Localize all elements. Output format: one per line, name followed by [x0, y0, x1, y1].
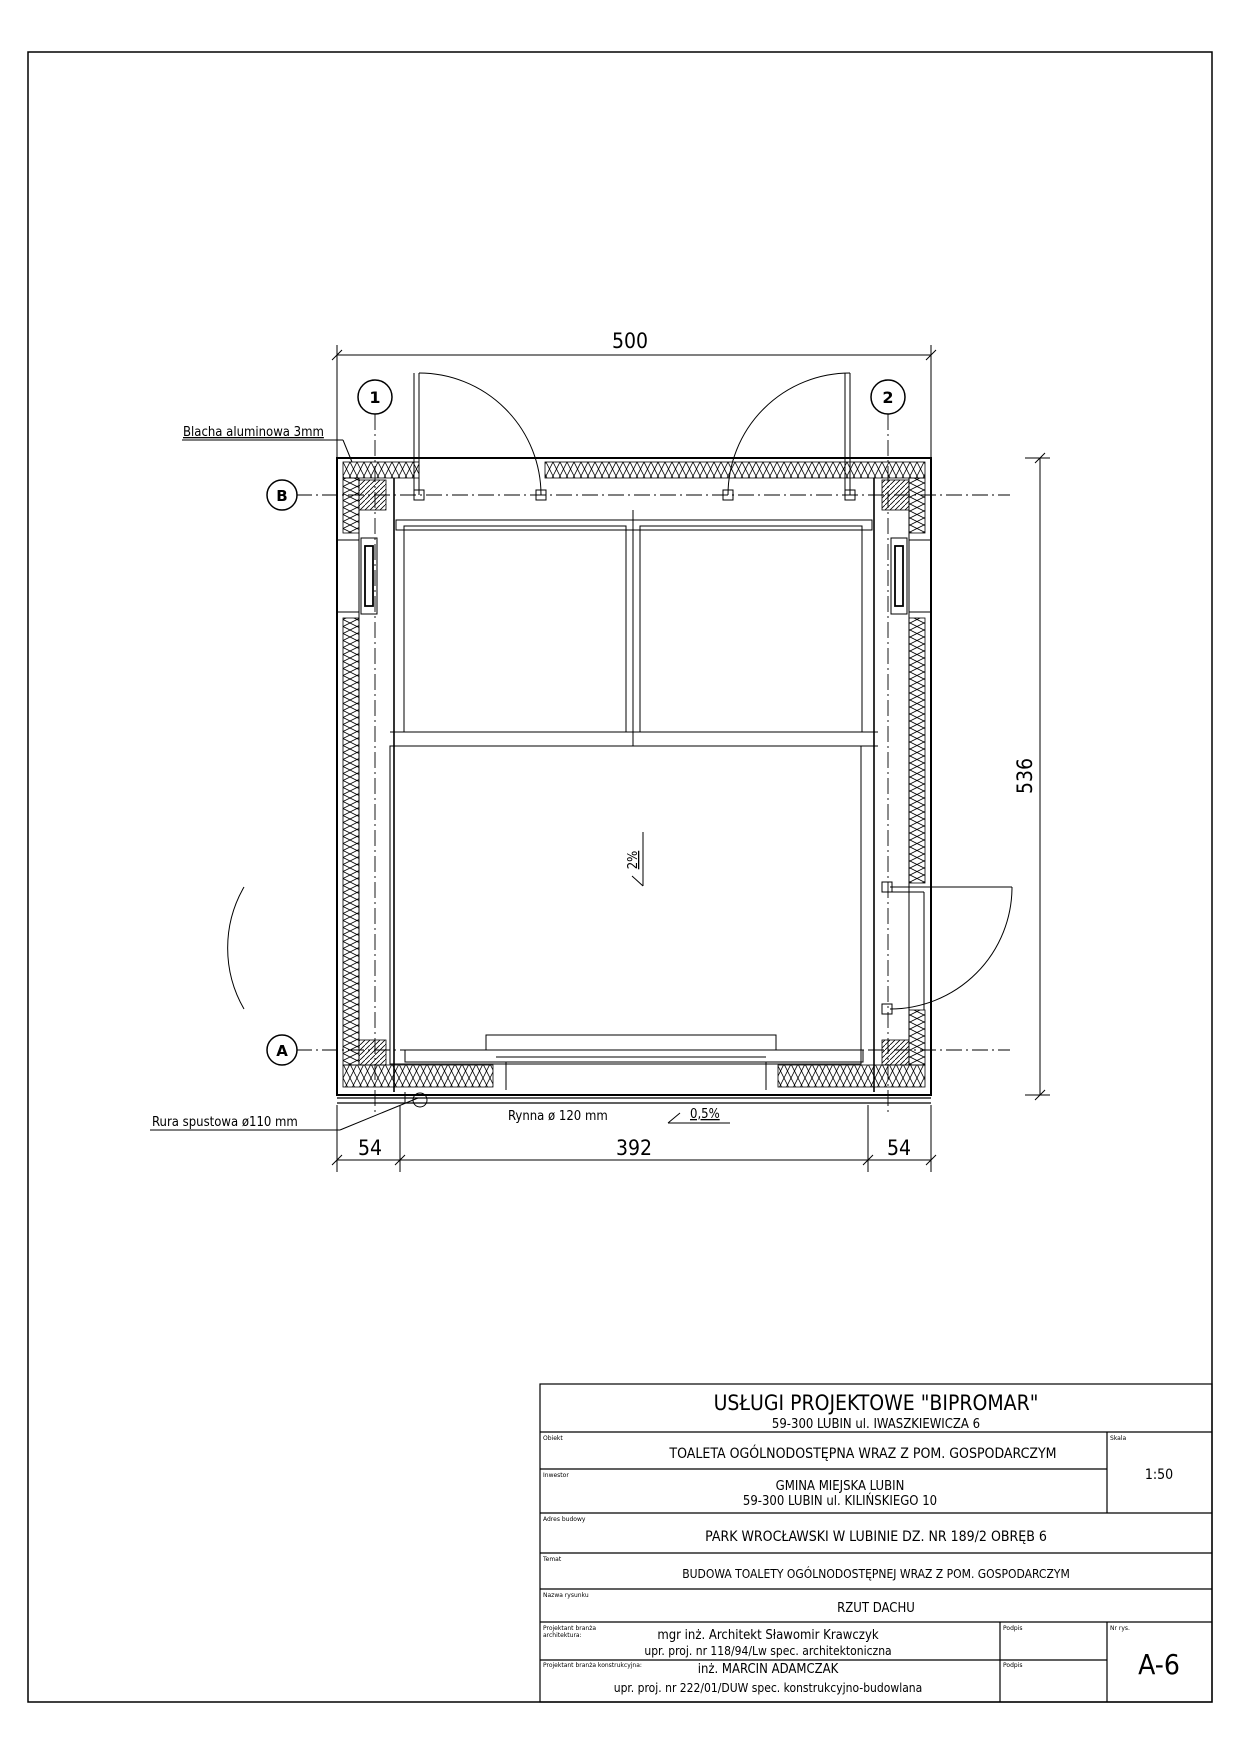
grid-label-1: 1 — [369, 388, 381, 407]
tb-scale-label: Skala — [1110, 1435, 1127, 1442]
grid-label-2: 2 — [882, 388, 894, 407]
tb-topic-label: Temat — [543, 1556, 562, 1563]
dim-right-height: 536 — [1013, 757, 1037, 795]
note-gutter-slope: 0,5% — [690, 1107, 720, 1122]
building-outline — [337, 458, 931, 1103]
tb-scale: 1:50 — [1144, 1467, 1174, 1483]
tb-topic: BUDOWA TOALETY OGÓLNODOSTĘPNEJ WRAZ Z POM. GOSPODARCZYM — [682, 1567, 1070, 1581]
tb-drawing-no: A-6 — [1138, 1648, 1180, 1681]
tb-struct-license: upr. proj. nr 222/01/DUW spec. konstrukcyjno-budowlana — [613, 1681, 923, 1695]
grid-axes — [296, 414, 1010, 1112]
grid-label-b: B — [276, 487, 288, 505]
tb-signature-label2: Podpis — [1003, 1662, 1023, 1669]
dim-top-width: 500 — [611, 329, 649, 353]
tb-signature-label1: Podpis — [1003, 1625, 1023, 1632]
tb-investor-line2: 59-300 LUBIN ul. KILIŃSKIEGO 10 — [742, 1494, 938, 1509]
note-roof-slope: 2% — [626, 850, 641, 870]
leaders — [150, 440, 730, 1130]
dim-bottom-right: 54 — [886, 1136, 912, 1160]
wall-insulation — [343, 462, 925, 1087]
tb-arch-designer: mgr inż. Architekt Sławomir Krawczyk — [657, 1628, 879, 1643]
dim-bottom-left: 54 — [357, 1136, 383, 1160]
tb-company-address: 59-300 LUBIN ul. IWASZKIEWICZA 6 — [771, 1417, 981, 1432]
tb-drawing-name-label: Nazwa rysunku — [543, 1592, 589, 1599]
tb-company: USŁUGI PROJEKTOWE "BIPROMAR" — [713, 1391, 1039, 1415]
tb-object-label: Obiekt — [543, 1435, 563, 1442]
room-partitions — [390, 510, 878, 1090]
note-downpipe: Rura spustowa ø110 mm — [152, 1115, 298, 1130]
tb-object: TOALETA OGÓLNODOSTĘPNA WRAZ Z POM. GOSPODARCZYM — [669, 1446, 1057, 1462]
tb-address-label: Adres budowy — [543, 1516, 586, 1523]
side-windows — [337, 538, 931, 614]
tb-arch-label1: Projektant branża — [543, 1625, 597, 1632]
inner-walls — [359, 478, 909, 1103]
tb-arch-label2: architektura: — [543, 1632, 582, 1639]
corner-columns — [359, 480, 909, 1065]
tb-struct-designer: inż. MARCIN ADAMCZAK — [697, 1662, 839, 1677]
tb-drawing-name: RZUT DACHU — [837, 1601, 915, 1616]
tb-arch-license: upr. proj. nr 118/94/Lw spec. architektoniczna — [644, 1644, 892, 1658]
tb-address: PARK WROCŁAWSKI W LUBINIE DZ. NR 189/2 OBRĘB 6 — [705, 1529, 1047, 1545]
tb-investor-line1: GMINA MIEJSKA LUBIN — [775, 1479, 905, 1494]
tb-drawing-no-label: Nr rys. — [1110, 1625, 1130, 1632]
tb-investor-label: Inwestor — [543, 1472, 569, 1479]
dim-bottom-center: 392 — [615, 1136, 653, 1160]
note-sheet-material: Blacha aluminowa 3mm — [183, 425, 324, 440]
grid-label-a: A — [276, 1042, 288, 1060]
note-gutter: Rynna ø 120 mm — [508, 1109, 608, 1124]
tb-struct-label: Projektant branża konstrukcyjna: — [543, 1662, 642, 1669]
